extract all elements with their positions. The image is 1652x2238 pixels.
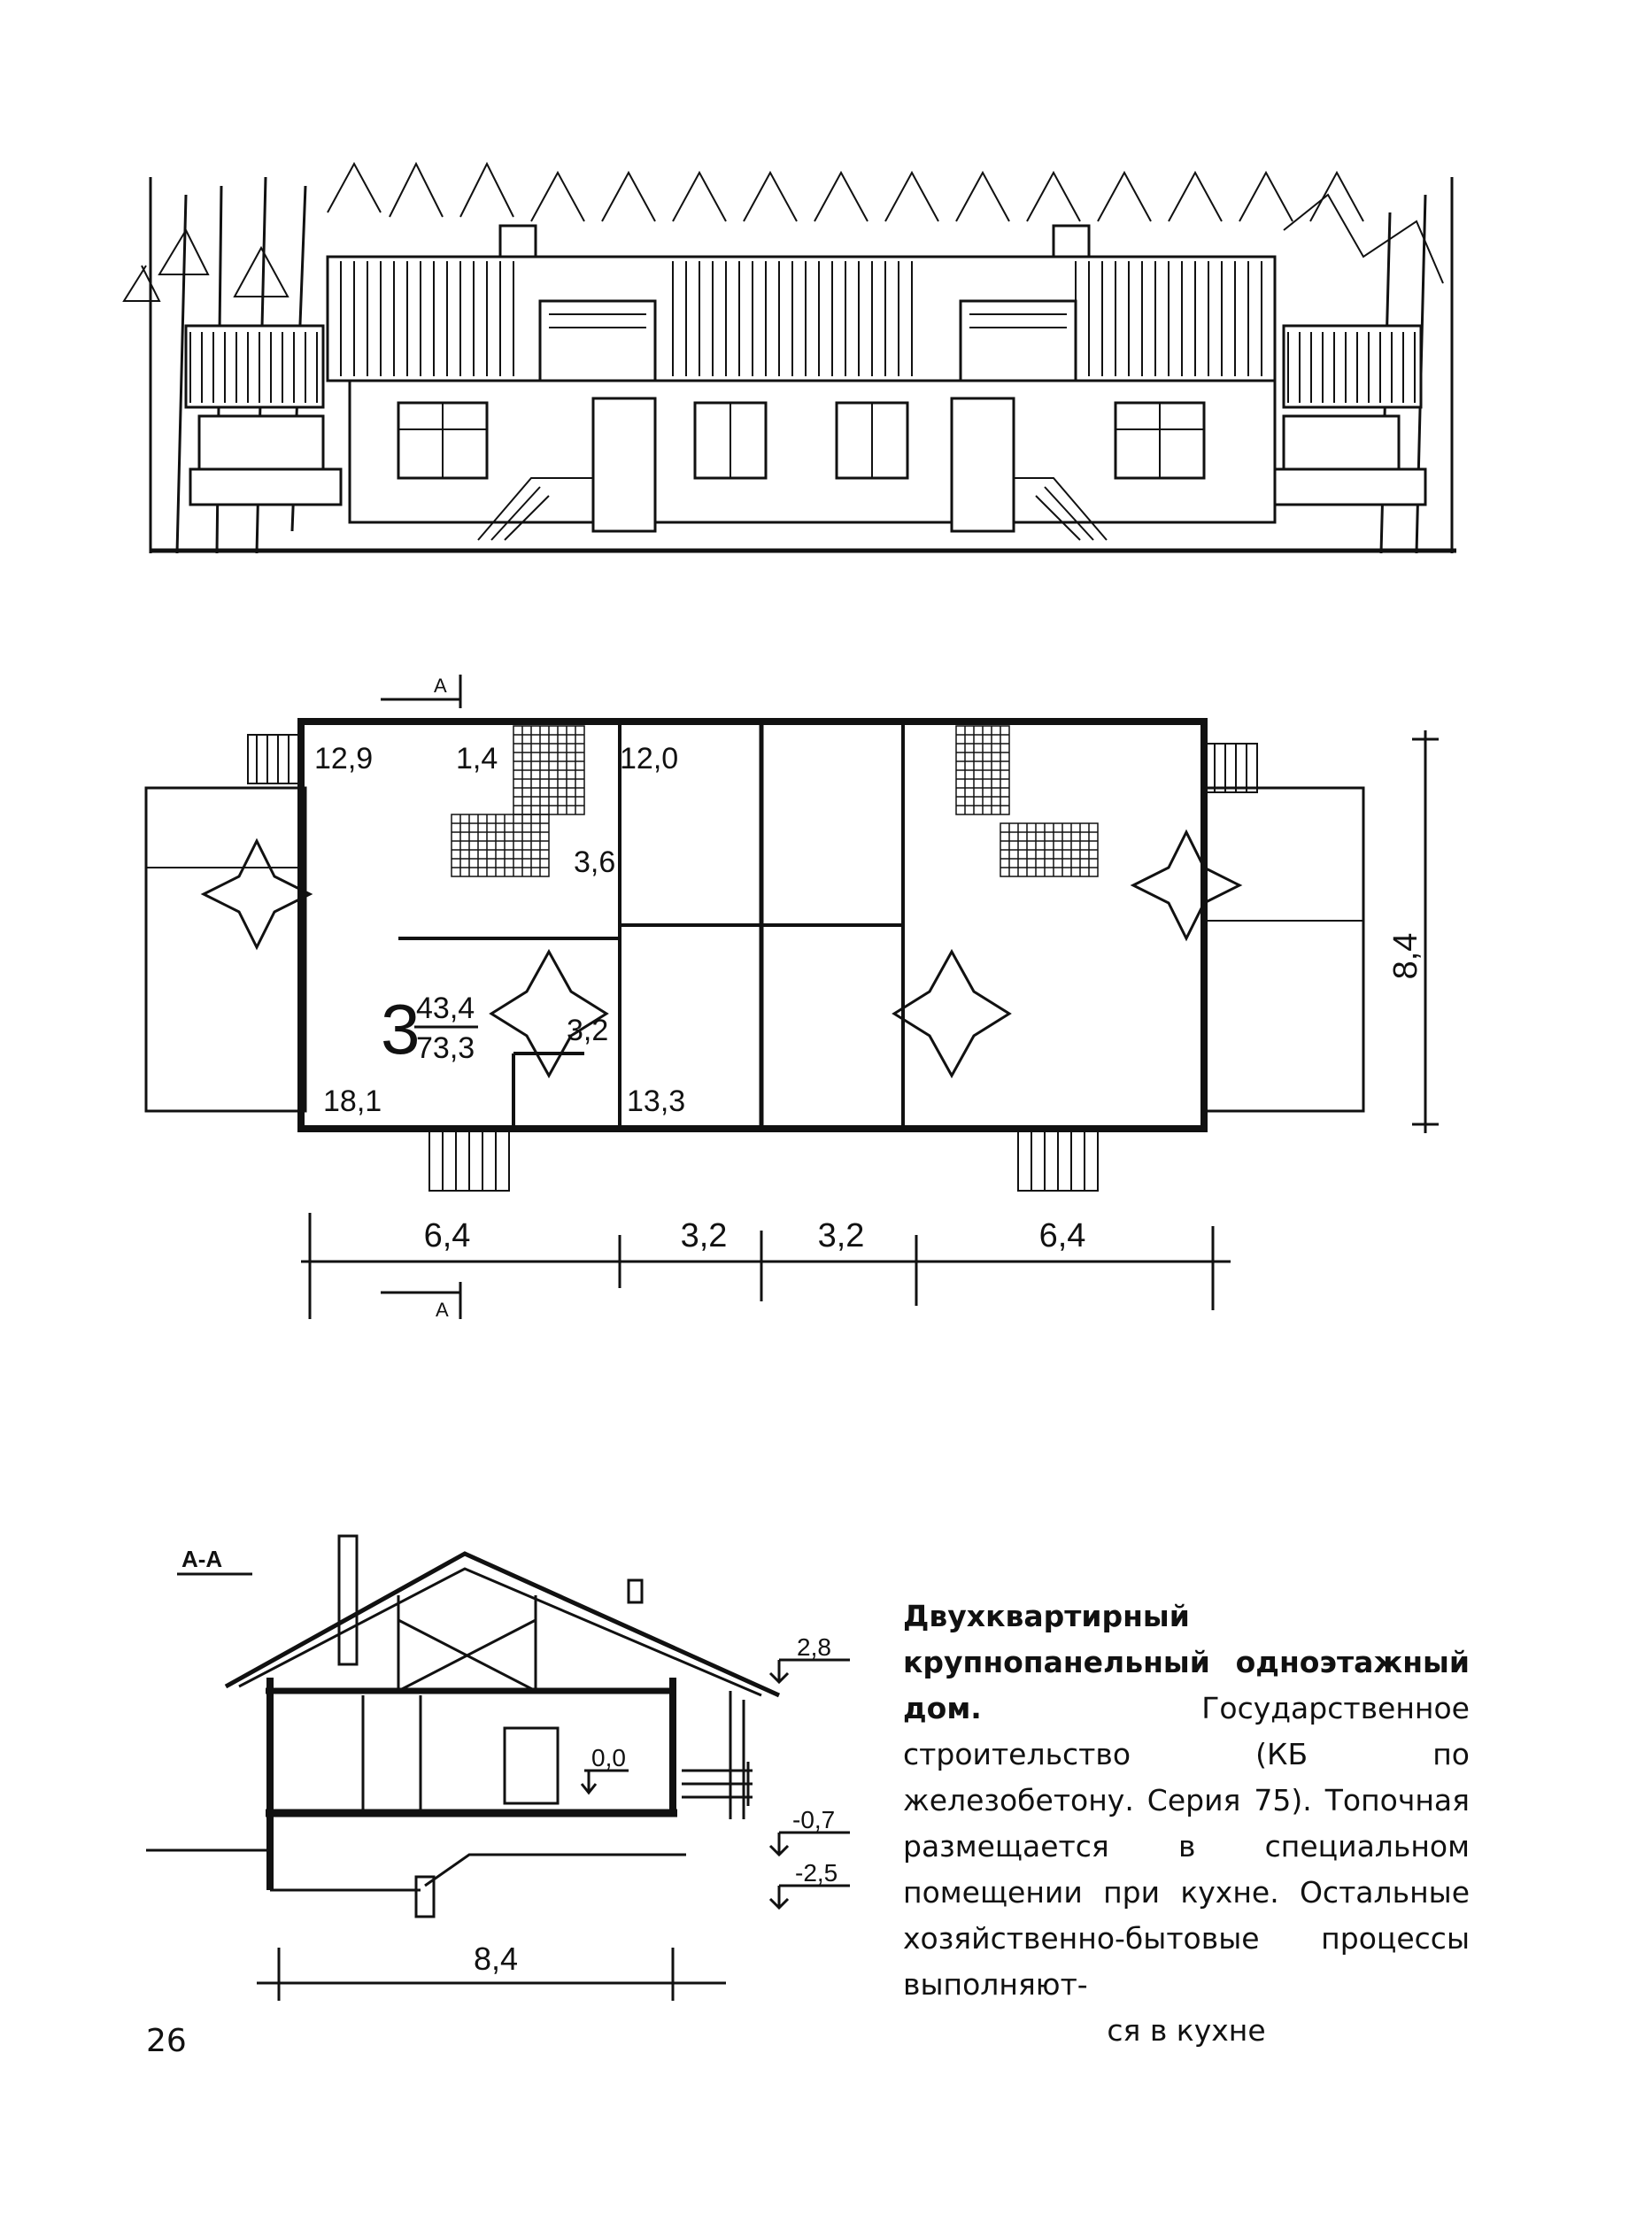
level-0-0: 0,0: [591, 1744, 626, 1771]
apartment-total-area: 73,3: [416, 1031, 475, 1065]
level-2-8: 2,8: [797, 1633, 831, 1661]
caption-body: Государственное строительство (КБ по железобетону. Серия 75). Топочная размещается в специальном помещении при кухне. Остальные хозяйственно-бытовые процессы выполняют-: [903, 1691, 1470, 2002]
caption-bold: Двухквартирный крупнопанельный одноэтажный дом.: [903, 1599, 1470, 1725]
section-width-dim: 8,4: [473, 1941, 519, 1977]
plan-width-dim-2: 3,2: [680, 1217, 728, 1254]
room-area-top-right: 12,0: [620, 742, 679, 776]
plan-depth-dim: 8,4: [1387, 932, 1424, 980]
page-number: 26: [146, 2023, 187, 2059]
room-area-wc: 1,4: [456, 742, 498, 776]
room-area-bottom-right: 13,3: [627, 1084, 686, 1118]
room-area-bath: 3,6: [574, 845, 616, 879]
section-marker-bottom: А: [436, 1299, 449, 1321]
level-minus-2-5: -2,5: [795, 1859, 838, 1887]
plan-width-dim-4: 6,4: [1038, 1217, 1086, 1254]
caption-text: [903, 1594, 1470, 2054]
room-area-hall: 3,2: [567, 1014, 609, 1047]
apartment-living-area: 43,4: [416, 992, 475, 1025]
room-area-living-bottom-left: 18,1: [323, 1084, 382, 1118]
caption-last-line: ся в кухне: [1107, 2013, 1266, 2048]
plan-width-dim-3: 3,2: [817, 1217, 865, 1254]
apartment-rooms-count: 3: [381, 990, 421, 1069]
section-marker-top: А: [434, 675, 447, 697]
plan-width-dim-1: 6,4: [423, 1217, 471, 1254]
section-title: А-А: [181, 1546, 223, 1572]
level-minus-0-7: -0,7: [792, 1806, 836, 1833]
room-area-living-top-left: 12,9: [314, 742, 374, 776]
